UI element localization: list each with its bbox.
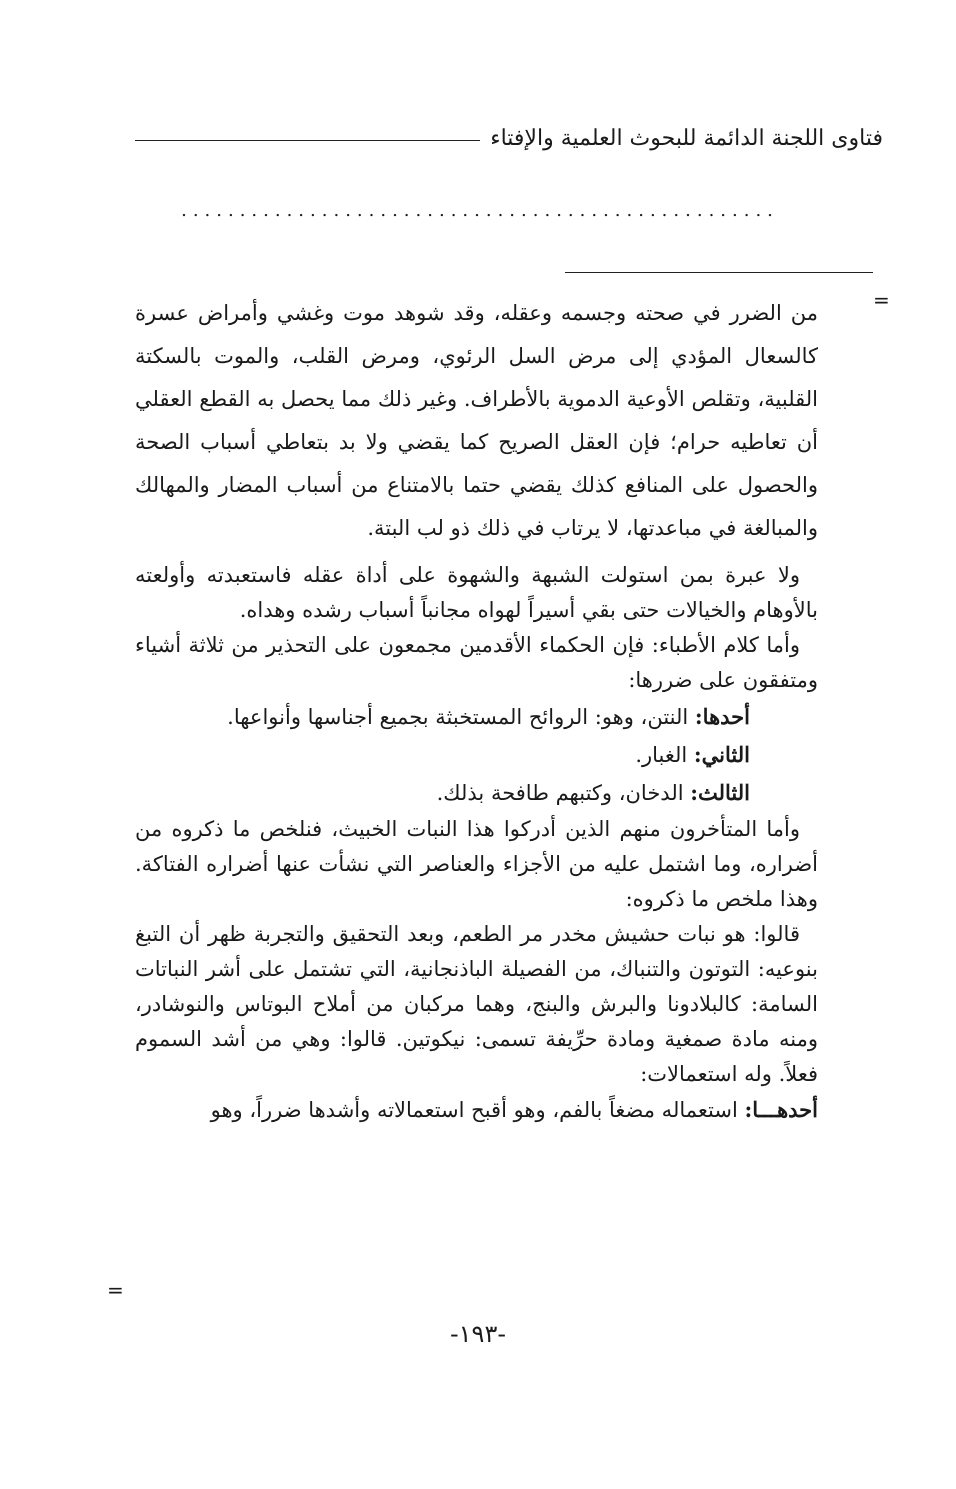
paragraph-3: وأما كلام الأطباء: فإن الحكماء الأقدمين مجمعون على التحذير من ثلاثة أشياء ومتفقون على ضررها: [135, 633, 818, 692]
header-title: فتاوى اللجنة الدائمة للبحوث العلمية والإفتاء [490, 125, 883, 151]
paragraph-5: قالوا: هو نبات حشيش مخدر مر الطعم، وبعد التحقيق والتجربة ظهر أن التبغ بنوعيه: التوتون والتنباك، من الفصيلة الباذنجانية، التي تشتمل على أشر النباتات السامة: كالبلادونا والبرش والبنج، وهما مركبان من أملاح البوتاس والنوشادر، ومنه مادة صمغية ومادة حرِّيفة تسمى: نيكوتين. قالوا: وهي من أشد السموم فعلاً. وله استعمالات: [135, 922, 818, 1086]
list-item-1-text: النتن، وهو: الروائح المستخبثة بجميع أجناسها وأنواعها. [227, 705, 689, 729]
list-item-1 [135, 698, 818, 736]
list-item-3 [135, 774, 818, 812]
continuation-mark-bottom: = [107, 1278, 124, 1302]
list-item-3-text: الدخان، وكتبهم طافحة بذلك. [436, 781, 684, 805]
list-item-3-label: الثالث: [690, 780, 750, 805]
paragraph-6-label: أحدهـــا: [744, 1097, 818, 1122]
list-item-2-label: الثاني: [693, 742, 750, 767]
page-number: -١٩٣- [449, 1320, 506, 1348]
body-text [135, 292, 818, 1128]
list-item-1-label: أحدها: [694, 704, 750, 729]
paragraph-6 [135, 1092, 818, 1128]
footnote-rule [565, 272, 873, 273]
paragraph-2: ولا عبرة بمن استولت الشبهة والشهوة على أداة عقله فاستعبدته وأولعته بالأوهام والخيالات حتى بقي أسيراً لهواه مجانباً أسباب رشده وهداه. [135, 563, 818, 622]
list-item-2 [135, 736, 818, 774]
continuation-mark-top: = [873, 288, 890, 312]
paragraph-6-text: استعماله مضغاً بالفم، وهو أقبح استعمالاته وأشدها ضرراً، وهو [210, 1098, 738, 1122]
list-item-2-text: الغبار. [635, 743, 688, 767]
running-header [135, 118, 883, 158]
omission-dots: ................................................... [181, 200, 779, 221]
paragraph-1: من الضرر في صحته وجسمه وعقله، وقد شوهد موت وغشي وأمراض عسرة كالسعال المؤدي إلى مرض السل الرئوي، ومرض القلب، والموت بالسكتة القلبية، وتقلص الأوعية الدموية بالأطراف. وغير ذلك مما يحصل به القطع العقلي أن تعاطيه حرام؛ فإن العقل الصريح كما يقضي ولا بد بتعاطي أسباب الصحة والحصول على المنافع كذلك يقضي حتما بالامتناع من أسباب المضار والمهالك والمبالغة في مباعدتها، لا يرتاب في ذلك ذو لب البتة. [135, 301, 818, 540]
header-rule [135, 140, 480, 141]
paragraph-4: وأما المتأخرون منهم الذين أدركوا هذا النبات الخبيث، فنلخص ما ذكروه من أضراره، وما اشتمل عليه من الأجزاء والعناصر التي نشأت عنها أضراره الفتاكة. وهذا ملخص ما ذكروه: [135, 817, 818, 911]
